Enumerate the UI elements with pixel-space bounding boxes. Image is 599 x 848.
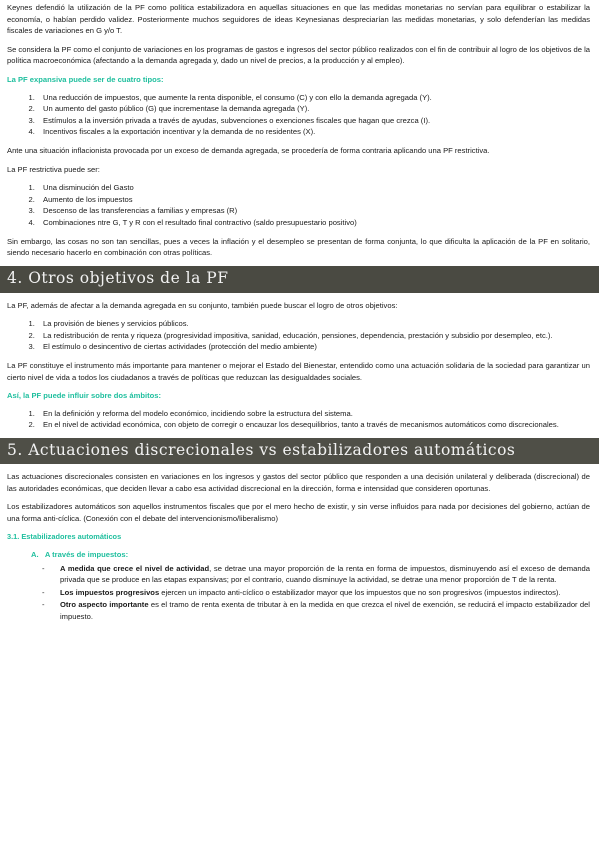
list-item: 4. Combinaciones ntre G, T y R con el resultado final contractivo (saldo presupuestario positivo) (37, 217, 590, 229)
section-5-title: 5. Actuaciones discrecionales vs estabilizadores automáticos (7, 441, 516, 460)
list-item: 1. En la definición y reforma del modelo económico, incidiendo sobre la estructura del sistema. (37, 408, 590, 420)
list-item-bold: Los impuestos progresivos (60, 587, 160, 597)
list-item: 3. Estímulos a la inversión privada a través de ayudas, subvenciones o exenciones fiscales que hagan que crezca (I). (37, 115, 590, 127)
list-item-text: es el tramo de renta exenta de tributar à en la medida en que crezca el nivel de exención, se reducirá el impacto estabilizador del impuesto. (60, 600, 590, 621)
list-item: 2. Aumento de los impuestos (37, 194, 590, 206)
list-pf-restrictiva (7, 182, 590, 228)
list-item: 1. La provisión de bienes y servicios públicos. (37, 318, 590, 330)
section-4-banner (0, 266, 599, 293)
list-item-text: ejercen un impacto anti-cíclico o estabilizador mayor que los impuestos que no son progresivos (impuestos indirectos). (159, 587, 561, 597)
list-item-text: , se detrae una mayor proporción de la renta en forma de impuestos, disminuyendo así el exceso de demanda privada que se produce en las etapas expansivas; por el contrario, cuando disminuye la actividad, se detrae una menor proporción de T de la renta. (60, 563, 590, 585)
heading-pf-expansiva: La PF expansiva puede ser de cuatro tipos: (7, 74, 164, 84)
paragraph-pf-definition: Se considera la PF como el conjunto de variaciones en los programas de gastos e ingresos del sector público realizados con el fin de contribuir al logro de los objetivos de la política macroeconómica (afectando a la demanda agregada y, dado un nivel de precios, a la producción y al empleo). (7, 44, 590, 66)
subheading-title: A través de impuestos: (44, 550, 129, 559)
subheading-a-impuestos (7, 549, 590, 561)
paragraph-estado-bienestar: La PF constituye el instrumento más importante para mantener o mejorar el Estado del Bienestar, entendido como una actuación solidaria de la sociedad para garantizar un cierto nivel de vida a todos los ciudadanos a través de políticas que reduzcan las desigualdades sociales. (7, 361, 590, 382)
list-ambitos (7, 408, 590, 431)
list-item (42, 587, 590, 599)
dash-bullet: - (42, 587, 45, 597)
list-item (42, 599, 590, 622)
subheading-letter: A. (31, 550, 39, 559)
list-item: 1. Una disminución del Gasto (37, 182, 590, 194)
list-item-bold: Otro aspecto importante (60, 600, 149, 610)
paragraph-sin-embargo: Sin embargo, las cosas no son tan sencillas, pues a veces la inflación y el desempleo se presentan de forma conjunta, lo que dificulta la aplicación de la PF en solitario, siendo necesario hacerlo en combinación con otras políticas. (7, 236, 590, 258)
list-item (42, 563, 590, 586)
subsection-3-1-title: 3.1. Estabilizadores automáticos (7, 532, 122, 542)
list-item: 2. Un aumento del gasto público (G) que incrementase la demanda agregada (Y). (37, 103, 590, 115)
heading-pf-restrictiva: La PF restrictiva puede ser: (7, 164, 100, 174)
list-impuestos (7, 563, 590, 623)
paragraph-inflacionista: Ante una situación inflacionista provocada por un exceso de demanda agregada, se procedería de forma contraria aplicando una PF restrictiva. (7, 145, 490, 155)
dash-bullet: - (42, 600, 45, 610)
paragraph-discrecionales: Las actuaciones discrecionales consisten en variaciones en los ingresos y gastos del sector público que responden a una decisión unilateral y deliberada (discrecional) de las autoridades económicas, que deciden llevar a cabo esa actividad discrecional en la dirección, forma e intensidad que consideren oportunas. (7, 472, 590, 493)
paragraph-otros-objetivos: La PF, además de afectar a la demanda agregada en su conjunto, también puede buscar el logro de otros objetivos: (7, 300, 398, 310)
list-item: 2. En el nivel de actividad económica, con objeto de corregir o encauzar los desequilibrios, tanto a través de mecanismos automáticos como discrecionales. (37, 419, 590, 431)
heading-ambitos: Así, la PF puede influir sobre dos ámbitos: (7, 391, 162, 401)
paragraph-keynes: Keynes defendió la utilización de la PF como política estabilizadora en aquellas situaciones en que las medidas monetarias no servían para equilibrar o estabilizar la economía, o habían perdido validez. Posteriormente muchos seguidores de ideas Keynesianas despreciarían las medidas monetarias, y solo defenderían las medidas fiscales de variaciones en G y/o T. (7, 3, 590, 36)
list-item: 3. El estímulo o desincentivo de ciertas actividades (protección del medio ambiente) (37, 341, 590, 353)
section-5-banner (0, 438, 599, 464)
paragraph-estabilizadores: Los estabilizadores automáticos son aquellos instrumentos fiscales que por el mero hecho de existir, y sin verse influidos para nada por decisiones del gobierno, actúan de una forma anti-cíclica. (Conexión con el debate del intervencionismo/liberalismo) (7, 502, 590, 523)
list-item: 1. Una reducción de impuestos, que aumente la renta disponible, el consumo (C) y con ello la demanda agregada (Y). (37, 92, 590, 104)
list-item-bold: A medida que crece el nivel de actividad (60, 563, 210, 573)
list-item: 2. La redistribución de renta y riqueza (progresividad impositiva, sanidad, educación, pensiones, dependencia, prestación y subsidio por desempleo, etc.). (37, 330, 590, 342)
list-item: 3. Descenso de las transferencias a familias y empresas (R) (37, 205, 590, 217)
list-pf-expansiva (7, 92, 590, 138)
list-objetivos (7, 318, 590, 353)
section-4-title: 4. Otros objetivos de la PF (7, 269, 229, 288)
dash-bullet: - (42, 563, 45, 573)
list-item: 4. Incentivos fiscales a la exportación incentivar y la demanda de no residentes (X). (37, 126, 590, 138)
